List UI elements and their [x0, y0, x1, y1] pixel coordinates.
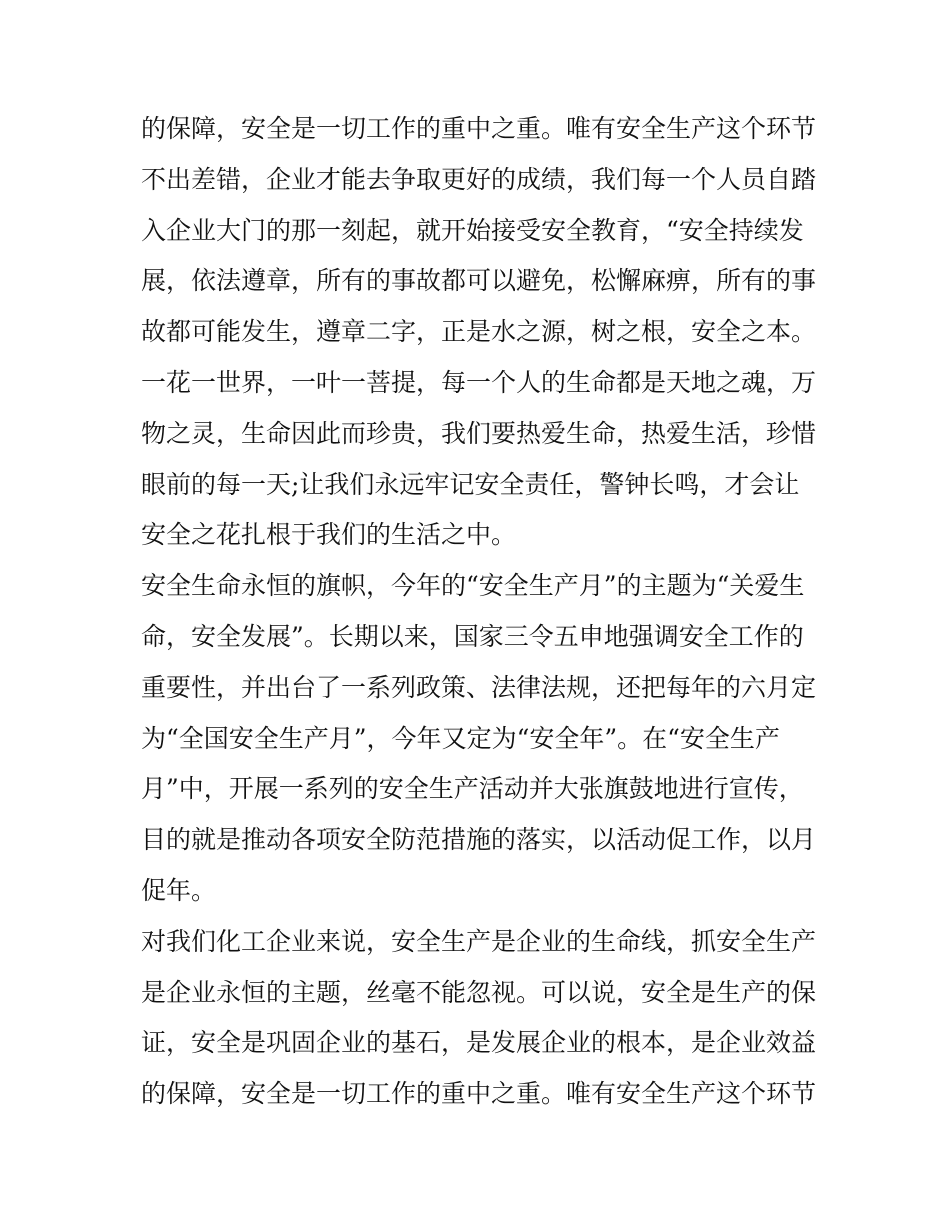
- text-line: 目的就是推动各项安全防范措施的落实，以活动促工作，以月: [141, 825, 817, 855]
- text-line: 物之灵，生命因此而珍贵，我们要热爱生命，热爱生活，珍惜: [141, 418, 817, 448]
- text-line: 月”中，开展一系列的安全生产活动并大张旗鼓地进行宣传，: [141, 774, 804, 804]
- text-line: 不出差错，企业才能去争取更好的成绩，我们每一个人员自踏: [141, 164, 817, 194]
- text-line: 入企业大门的那一刻起，就开始接受安全教育，“安全持续发: [141, 215, 804, 245]
- text-line: 展，依法遵章，所有的事故都可以避免，松懈麻痹，所有的事: [141, 266, 817, 296]
- text-line: 为“全国安全生产月”，今年又定为“安全年”。在“安全生产: [141, 723, 780, 753]
- text-line: 对我们化工企业来说，安全生产是企业的生命线，抓安全生产: [141, 926, 817, 956]
- text-line: 命，安全发展”。长期以来，国家三令五申地强调安全工作的: [141, 621, 804, 651]
- text-line: 重要性，并出台了一系列政策、法律法规，还把每年的六月定: [141, 672, 817, 702]
- text-line: 安全之花扎根于我们的生活之中。: [141, 520, 517, 550]
- text-line: 一花一世界，一叶一菩提，每一个人的生命都是天地之魂，万: [141, 367, 817, 397]
- text-line: 证，安全是巩固企业的基石，是发展企业的根本，是企业效益: [141, 1028, 817, 1058]
- text-line: 安全生命永恒的旗帜，今年的“安全生产月”的主题为“关爱生: [141, 571, 805, 601]
- text-line: 故都可能发生，遵章二字，正是水之源，树之根，安全之本。: [141, 317, 817, 347]
- text-line: 的保障，安全是一切工作的重中之重。唯有安全生产这个环节: [141, 1079, 817, 1109]
- document-body: [141, 104, 821, 1120]
- text-line: 促年。: [141, 875, 217, 905]
- text-line: 的保障，安全是一切工作的重中之重。唯有安全生产这个环节: [141, 114, 817, 143]
- text-line: 眼前的每一天;让我们永远牢记安全责任，警钟长鸣，才会让: [141, 469, 800, 499]
- text-line: 是企业永恒的主题，丝毫不能忽视。可以说，安全是生产的保: [141, 977, 817, 1007]
